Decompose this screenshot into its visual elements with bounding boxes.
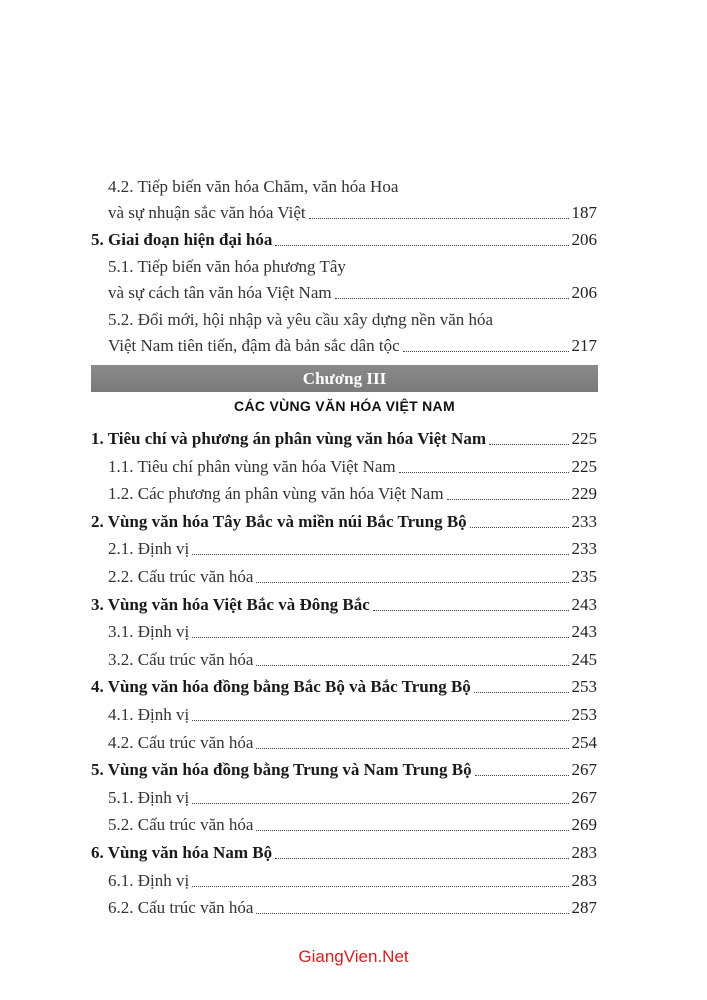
toc-entry-text: và sự cách tân văn hóa Việt Nam xyxy=(108,283,332,302)
leader-dots xyxy=(275,858,568,859)
toc-entry xyxy=(91,591,597,619)
toc-entry xyxy=(108,453,597,481)
toc-entry-text: 6. Vùng văn hóa Nam Bộ xyxy=(91,843,273,862)
toc-entry-text: 4. Vùng văn hóa đồng bằng Bắc Bộ và Bắc Trung Bộ xyxy=(91,677,471,696)
leader-dots xyxy=(309,218,569,219)
page-number: 233 xyxy=(571,512,597,531)
toc-entry-text: 6.2. Cấu trúc văn hóa xyxy=(108,898,254,917)
leader-dots xyxy=(192,637,568,638)
page-number: 254 xyxy=(571,733,597,752)
leader-dots xyxy=(403,351,569,352)
leader-dots xyxy=(256,830,568,831)
toc-entry xyxy=(108,563,597,591)
toc-entry-text: 3. Vùng văn hóa Việt Bắc và Đông Bắc xyxy=(91,595,370,614)
toc-entry xyxy=(91,839,597,867)
toc-entry-text: 2.2. Cấu trúc văn hóa xyxy=(108,567,254,586)
page-number: 225 xyxy=(571,429,597,448)
page-number: 206 xyxy=(571,283,597,302)
toc-entry xyxy=(91,425,597,453)
toc-entry-text: 2. Vùng văn hóa Tây Bắc và miền núi Bắc Trung Bộ xyxy=(91,512,467,531)
toc-entry xyxy=(108,894,597,922)
toc-entry-5-1-line2 xyxy=(108,279,597,307)
toc-entry xyxy=(108,618,597,646)
toc-entry-text: 5.2. Đổi mới, hội nhập và yêu cầu xây dựng nền văn hóa xyxy=(108,310,494,329)
leader-dots xyxy=(335,298,569,299)
toc-entry-text: 1.1. Tiêu chí phân vùng văn hóa Việt Nam xyxy=(108,457,396,476)
leader-dots xyxy=(275,245,568,246)
toc-entry xyxy=(91,508,597,536)
toc-entry-text: 4.2. Tiếp biến văn hóa Chăm, văn hóa Hoa xyxy=(108,177,399,196)
leader-dots xyxy=(447,499,569,500)
toc-entry xyxy=(108,729,597,757)
leader-dots xyxy=(470,527,569,528)
toc-entry xyxy=(108,811,597,839)
toc-entry-text: 6.1. Định vị xyxy=(108,871,190,890)
toc-entry xyxy=(91,756,597,784)
toc-entry xyxy=(91,673,597,701)
page-number: 267 xyxy=(571,788,597,807)
toc-entry-text: 1. Tiêu chí và phương án phân vùng văn hóa Việt Nam xyxy=(91,429,486,448)
leader-dots xyxy=(256,913,568,914)
page-number: 225 xyxy=(571,457,597,476)
page-number: 243 xyxy=(571,622,597,641)
page-number: 243 xyxy=(571,595,597,614)
toc-entry xyxy=(108,480,597,508)
leader-dots xyxy=(192,886,568,887)
leader-dots xyxy=(256,582,568,583)
leader-dots xyxy=(256,748,568,749)
page-number: 253 xyxy=(571,705,597,724)
chapter-subtitle: CÁC VÙNG VĂN HÓA VIỆT NAM xyxy=(234,398,455,414)
leader-dots xyxy=(192,720,568,721)
page-number: 269 xyxy=(571,815,597,834)
watermark-text: GiangVien.Net xyxy=(298,947,409,966)
leader-dots xyxy=(256,665,568,666)
toc-entry-text: 1.2. Các phương án phân vùng văn hóa Việt Nam xyxy=(108,484,444,503)
page-number: 245 xyxy=(571,650,597,669)
page-number: 217 xyxy=(571,336,597,355)
page-number: 283 xyxy=(571,871,597,890)
toc-entry-5 xyxy=(91,226,597,254)
leader-dots xyxy=(474,692,569,693)
toc-entry-text: 5. Vùng văn hóa đồng bằng Trung và Nam Trung Bộ xyxy=(91,760,472,779)
leader-dots xyxy=(489,444,569,445)
leader-dots xyxy=(373,610,569,611)
toc-entry-text: 3.2. Cấu trúc văn hóa xyxy=(108,650,254,669)
page-number: 287 xyxy=(571,898,597,917)
leader-dots xyxy=(192,554,568,555)
toc-entry xyxy=(108,646,597,674)
chapter-heading: Chương III xyxy=(91,365,598,392)
page-number: 267 xyxy=(571,760,597,779)
leader-dots xyxy=(475,775,569,776)
page-number: 206 xyxy=(571,230,597,249)
leader-dots xyxy=(192,803,568,804)
toc-entry-text: 4.1. Định vị xyxy=(108,705,190,724)
toc-entry-text: và sự nhuận sắc văn hóa Việt xyxy=(108,203,306,222)
toc-entry-text: Việt Nam tiên tiến, đậm đà bản sắc dân tộc xyxy=(108,336,400,355)
page-number: 283 xyxy=(571,843,597,862)
page-number: 187 xyxy=(571,203,597,222)
toc-entry-5-1-line1 xyxy=(108,253,597,281)
toc-entry xyxy=(108,867,597,895)
toc-entry-text: 5.1. Định vị xyxy=(108,788,190,807)
toc-entry xyxy=(108,784,597,812)
toc-entry-text: 3.1. Định vị xyxy=(108,622,190,641)
toc-entry-text: 5.2. Cấu trúc văn hóa xyxy=(108,815,254,834)
page-number: 229 xyxy=(571,484,597,503)
toc-entry-text: 5.1. Tiếp biến văn hóa phương Tây xyxy=(108,257,346,276)
page-number: 253 xyxy=(571,677,597,696)
toc-entry-5-2-line2 xyxy=(108,332,597,360)
toc-entry-4-2-line2 xyxy=(108,199,597,227)
toc-entry xyxy=(108,701,597,729)
toc-entry xyxy=(108,535,597,563)
toc-entry-5-2-line1 xyxy=(108,306,597,334)
page-number: 233 xyxy=(571,539,597,558)
toc-entry-text: 2.1. Định vị xyxy=(108,539,190,558)
toc-entry-text: 5. Giai đoạn hiện đại hóa xyxy=(91,230,273,249)
leader-dots xyxy=(399,472,569,473)
page-number: 235 xyxy=(571,567,597,586)
toc-entry-4-2-line1 xyxy=(108,173,597,201)
toc-entry-text: 4.2. Cấu trúc văn hóa xyxy=(108,733,254,752)
